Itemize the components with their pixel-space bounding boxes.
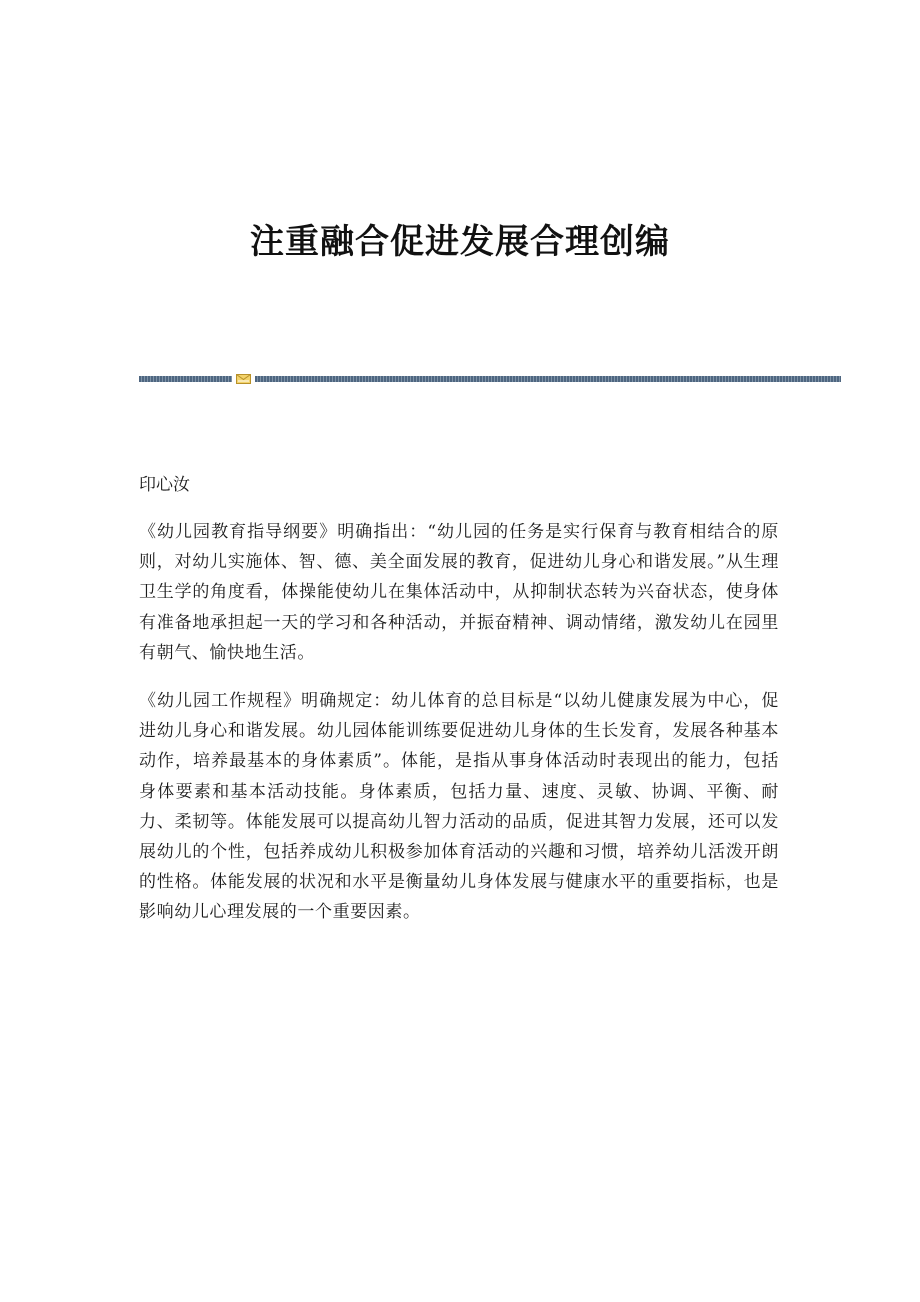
document-body [139,470,779,946]
divider-bar-right [255,376,841,382]
body-paragraph: 《幼儿园工作规程》明确规定：幼儿体育的总目标是“以幼儿健康发展为中心，促进幼儿身心和谐发展。幼儿园体能训练要促进幼儿身体的生长发育，发展各种基本动作，培养最基本的身体素质”。体能，是指从事身体活动时表现出的能力，包括身体要素和基本活动技能。身体素质，包括力量、速度、灵敏、协调、平衡、耐力、柔韧等。体能发展可以提高幼儿智力活动的品质，促进其智力发展，还可以发展幼儿的个性，包括养成幼儿积极参加体育活动的兴趣和习惯，培养幼儿活泼开朗的性格。体能发展的状况和水平是衡量幼儿身体发展与健康水平的重要指标，也是影响幼儿心理发展的一个重要因素。 [139,691,779,923]
document-title: 注重融合促进发展合理创编 [250,222,670,262]
envelope-icon [236,374,251,384]
title-divider [139,374,841,384]
divider-bar-left [139,376,232,382]
body-paragraph: 《幼儿园教育指导纲要》明确指出：“幼儿园的任务是实行保育与教育相结合的原则，对幼儿实施体、智、德、美全面发展的教育，促进幼儿身心和谐发展。”从生理卫生学的角度看，体操能使幼儿在集体活动中，从抑制状态转为兴奋状态，使身体有准备地承担起一天的学习和各种活动，并振奋精神、调动情绪，激发幼儿在园里有朝气、愉快地生活。 [139,522,779,663]
author-name: 印心汝 [139,475,190,495]
